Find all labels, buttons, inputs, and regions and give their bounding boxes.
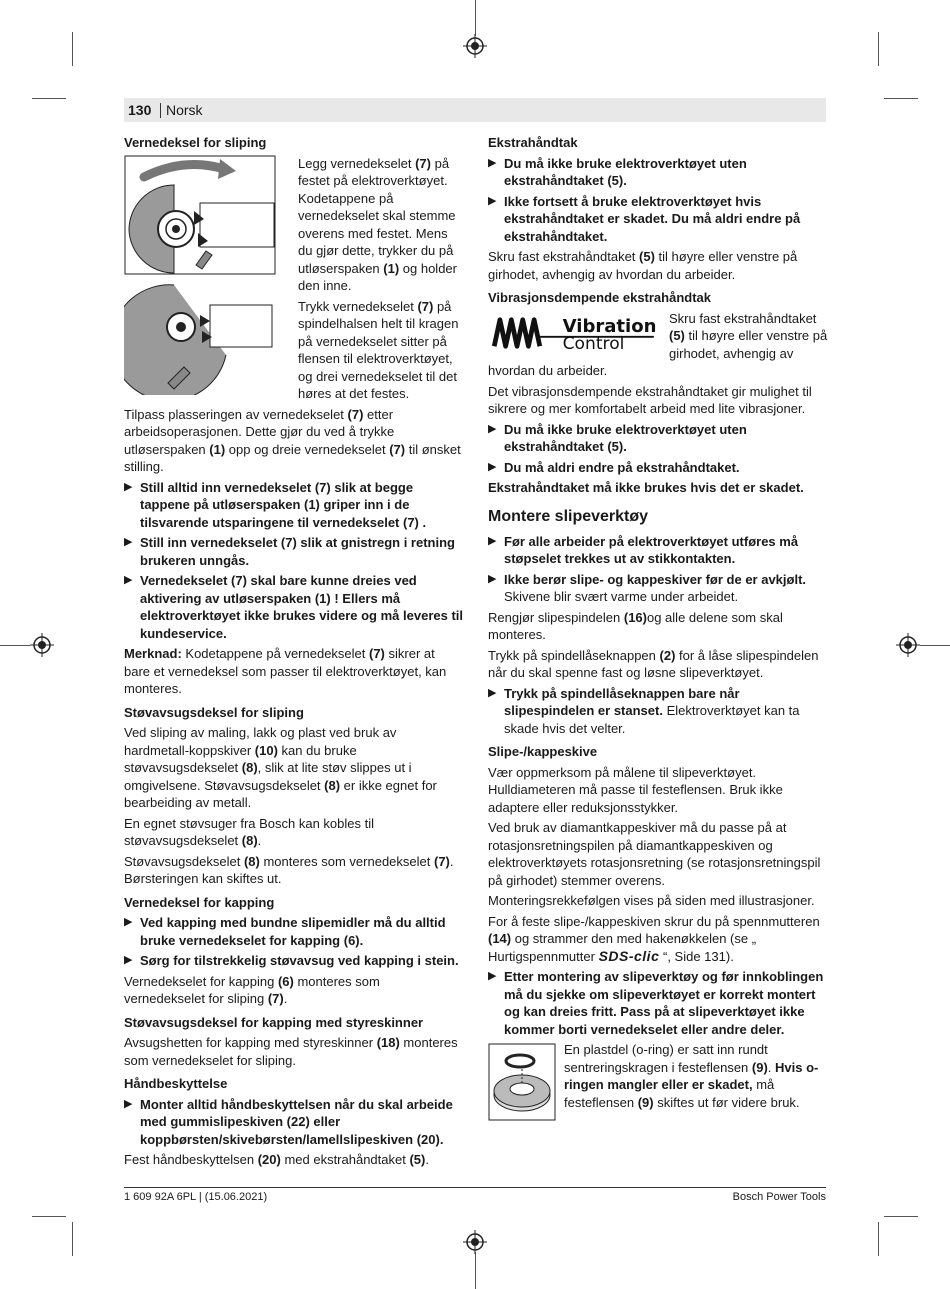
- vibration-control-logo: [488, 314, 661, 352]
- bullet-arrow-icon: ▶: [488, 572, 497, 585]
- crop-mark: [878, 1222, 879, 1256]
- paragraph: Det vibrasjonsdempende ekstrahåndtaket gir mulighet til sikrere og mer komfortabelt arbeid med lite vibrasjoner.: [488, 383, 812, 416]
- warning-bullet: ▶ Etter montering av slipeverktøy og før innkoblingen må du sjekke om slipeverktøyet er korrekt montert og kan dreies fritt. Pass på at slipeverktøyet ikke kommer borti vernedekselet eller andre deler.: [488, 969, 824, 1037]
- bold-statement: Ekstrahåndtaket må ikke brukes hvis det er skadet.: [488, 480, 804, 495]
- paragraph: Ved bruk av diamantkappeskiver må du passe på at rotasjonsretningspilen på diamantkappeskiven og elektroverktøyets rotasjonsretning (se rotasjonsretningspil på girhodet) stemmer overens.: [488, 820, 821, 888]
- publisher-label: Bosch Power Tools: [732, 1191, 826, 1203]
- bullet-arrow-icon: ▶: [124, 916, 133, 928]
- sds-clic-logo: SDS-clic: [598, 947, 660, 964]
- section-title: Ekstrahåndtak: [488, 135, 578, 150]
- section-title: Vernedeksel for sliping: [124, 135, 267, 150]
- warning-bullet: ▶ Vernedekselet (7) skal bare kunne dreies ved aktivering av utløserspaken (1) ! Ellers må elektroverktøyet ikke brukes videre og må leveres til kundeservice.: [124, 573, 464, 641]
- crop-mark: [32, 98, 66, 99]
- bullet-arrow-icon: ▶: [124, 954, 133, 966]
- paragraph: En egnet støvsuger fra Bosch kan kobles til støvavsugsdekselet (8).: [124, 815, 375, 848]
- crop-mark: [0, 645, 30, 646]
- paragraph: En plastdel (o-ring) er satt inn rundt sentreringskragen i festeflensen (9). Hvis o-ringen mangler eller er skadet, må festeflensen (9) skiftes ut før videre bruk.: [564, 1042, 819, 1110]
- bullet-arrow-icon: ▶: [488, 156, 497, 169]
- section-heading: Montere slipeverktøy: [488, 507, 649, 525]
- paragraph: Trykk på spindellåseknappen (2) for å låse slipespindelen når du skal spenne fast og løsne slipeverktøyet.: [488, 647, 819, 680]
- warning-bullet: ▶ Du må ikke bruke elektroverktøyet uten ekstrahåndtaket (5).: [488, 421, 747, 454]
- crop-mark: [920, 645, 950, 646]
- crop-mark: [72, 32, 73, 66]
- warning-bullet: ▶ Sørg for tilstrekkelig støvavsug ved kapping i stein.: [124, 953, 459, 968]
- paragraph: Ved sliping av maling, lakk og plast ved bruk av hardmetall-koppskiver (10) kan du bruke støvavsugsdekselet (8), slik at lite støv slippes ut i omgivelsene. Støvavsugsdekselet (8) er ikke egnet for bearbeiding av metall.: [124, 725, 437, 810]
- note-paragraph: Merknad: Kodetappene på vernedekselet (7) sikrer at bare et vernedeksel som passer til elektroverktøyet, kan monteres.: [124, 646, 447, 696]
- crop-mark: [878, 32, 879, 66]
- warning-bullet: ▶ Ikke fortsett å bruke elektroverktøyet hvis ekstrahåndtaket er skadet. Du må aldri endre på ekstrahåndtaket.: [488, 193, 801, 244]
- bullet-arrow-icon: ▶: [124, 480, 133, 493]
- bullet-arrow-icon: ▶: [488, 422, 497, 435]
- bullet-arrow-icon: ▶: [124, 536, 133, 548]
- section-title: Vibrasjonsdempende ekstrahåndtak: [488, 290, 712, 305]
- paragraph: Trykk vernedekselet (7) på spindelhalsen helt til kragen på vernedekselet sitter på flensen til elektroverktøyet, og drei vernedekselet til det høres at det festes.: [298, 298, 459, 401]
- bullet-arrow-icon: ▶: [124, 574, 133, 586]
- warning-bullet: ▶ Ikke berør slipe- og kappeskiver før de er avkjølt. Skivene blir svært varme under arbeidet.: [488, 571, 807, 604]
- crop-mark: [884, 98, 918, 99]
- warning-bullet: ▶ Monter alltid håndbeskyttelsen når du skal arbeide med gummislipeskiven (22) eller koppbørsten/skivebørsten/lamellslipeskiven (20).: [124, 1096, 453, 1147]
- crop-mark: [72, 1222, 73, 1256]
- registration-mark-icon: [896, 633, 920, 657]
- paragraph: Fest håndbeskyttelsen (20) med ekstrahåndtaket (5).: [124, 1152, 429, 1167]
- svg-text:Control: Control: [562, 333, 625, 352]
- warning-bullet: ▶ Ved kapping med bundne slipemidler må du alltid bruke vernedekselet for kapping (6).: [124, 915, 446, 948]
- warning-bullet: ▶ Still inn vernedekselet (7) slik at gnistregn i retning brukeren unngås.: [124, 535, 455, 568]
- guard-mounting-illustration: [124, 155, 292, 395]
- section-title: Håndbeskyttelse: [124, 1076, 228, 1091]
- section-title: Slipe-/kappeskive: [488, 744, 598, 759]
- bullet-arrow-icon: ▶: [488, 970, 497, 982]
- crop-mark: [475, 0, 476, 36]
- crop-mark: [475, 1252, 476, 1289]
- paragraph: Skru fast ekstrahåndtaket (5) til høyre eller venstre på girhodet, avhengig av hvordan du arbeider.: [488, 249, 798, 282]
- footer-rule: [124, 1187, 826, 1188]
- paragraph: For å feste slipe-/kappeskiven skrur du på spennmutteren (14) og strammer den med hakenøkkelen (se „ Hurtigspennmutter SDS-clic “, Side 131).: [488, 913, 820, 964]
- paragraph: Støvavsugsdekselet (8) monteres som vernedekselet (7). Børsteringen kan skiftes ut.: [124, 853, 454, 886]
- registration-mark-icon: [463, 1230, 487, 1254]
- section-title: Vernedeksel for kapping: [124, 894, 275, 910]
- registration-mark-icon: [463, 34, 487, 58]
- bullet-arrow-icon: ▶: [488, 194, 497, 207]
- flange-o-ring-illustration: [488, 1043, 556, 1121]
- svg-text:Vibration: Vibration: [562, 315, 657, 337]
- bullet-arrow-icon: ▶: [488, 460, 497, 473]
- registration-mark-icon: [30, 633, 54, 657]
- warning-bullet: ▶ Du må aldri endre på ekstrahåndtaket.: [488, 459, 740, 475]
- warning-bullet: ▶ Still alltid inn vernedekselet (7) slik at begge tappene på utløserspaken (1) griper inn i de tilsvarende utsparingene til vernedekselet (7) .: [124, 479, 427, 530]
- paragraph: Monteringsrekkefølgen vises på siden med illustrasjoner.: [488, 893, 815, 908]
- page-number: 130: [128, 102, 152, 118]
- paragraph: Rengjør slipespindelen (16)og alle delene som skal monteres.: [488, 609, 783, 642]
- document-id: 1 609 92A 6PL | (15.06.2021): [124, 1191, 268, 1203]
- crop-mark: [884, 1216, 918, 1217]
- left-column: [124, 134, 464, 1172]
- paragraph: Vær oppmerksom på målene til slipeverktøyet. Hulldiameteren må passe til festeflensen. Bruk ikke adaptere eller reduksjonsstykker.: [488, 764, 783, 815]
- paragraph: Skru fast ekstrahåndtaket (5) til høyre eller venstre på girhodet, avhengig av hvordan du arbeider.: [488, 310, 828, 378]
- bullet-arrow-icon: ▶: [124, 1097, 133, 1110]
- language-label: Norsk: [166, 102, 203, 118]
- section-title: Støvavsugsdeksel for sliping: [124, 704, 304, 720]
- warning-bullet: ▶ Trykk på spindellåseknappen bare når slipespindelen er stanset. Elektroverktøyet kan ta skade hvis det velter.: [488, 685, 800, 736]
- paragraph: Avsugshetten for kapping med styreskinner (18) monteres som vernedekselet for sliping.: [124, 1035, 458, 1068]
- header-separator: [160, 103, 161, 118]
- right-column: [488, 134, 828, 1123]
- warning-bullet: ▶ Du må ikke bruke elektroverktøyet uten ekstrahåndtaket (5).: [488, 155, 747, 188]
- header-bar: [124, 98, 826, 122]
- bullet-arrow-icon: ▶: [488, 686, 497, 699]
- crop-mark: [32, 1216, 66, 1217]
- paragraph: Tilpass plasseringen av vernedekselet (7) etter arbeidsoperasjonen. Dette gjør du ved å trykke utløserspaken (1) opp og dreie vernedekselet (7) til ønsket stilling.: [124, 406, 461, 474]
- bullet-arrow-icon: ▶: [488, 534, 497, 547]
- paragraph: Legg vernedekselet (7) på festet på elektroverktøyet. Kodetappene på vernedekselet skal stemme overens med festet. Mens du gjør dette, trykker du på utløserspaken (1) og holder den inne.: [298, 155, 457, 293]
- paragraph: Vernedekselet for kapping (6) monteres som vernedekselet for sliping (7).: [124, 973, 380, 1006]
- section-title: Støvavsugsdeksel for kapping med styreskinner: [124, 1014, 424, 1030]
- warning-bullet: ▶ Før alle arbeider på elektroverktøyet utføres må støpselet trekkes ut av stikkontakten.: [488, 533, 799, 566]
